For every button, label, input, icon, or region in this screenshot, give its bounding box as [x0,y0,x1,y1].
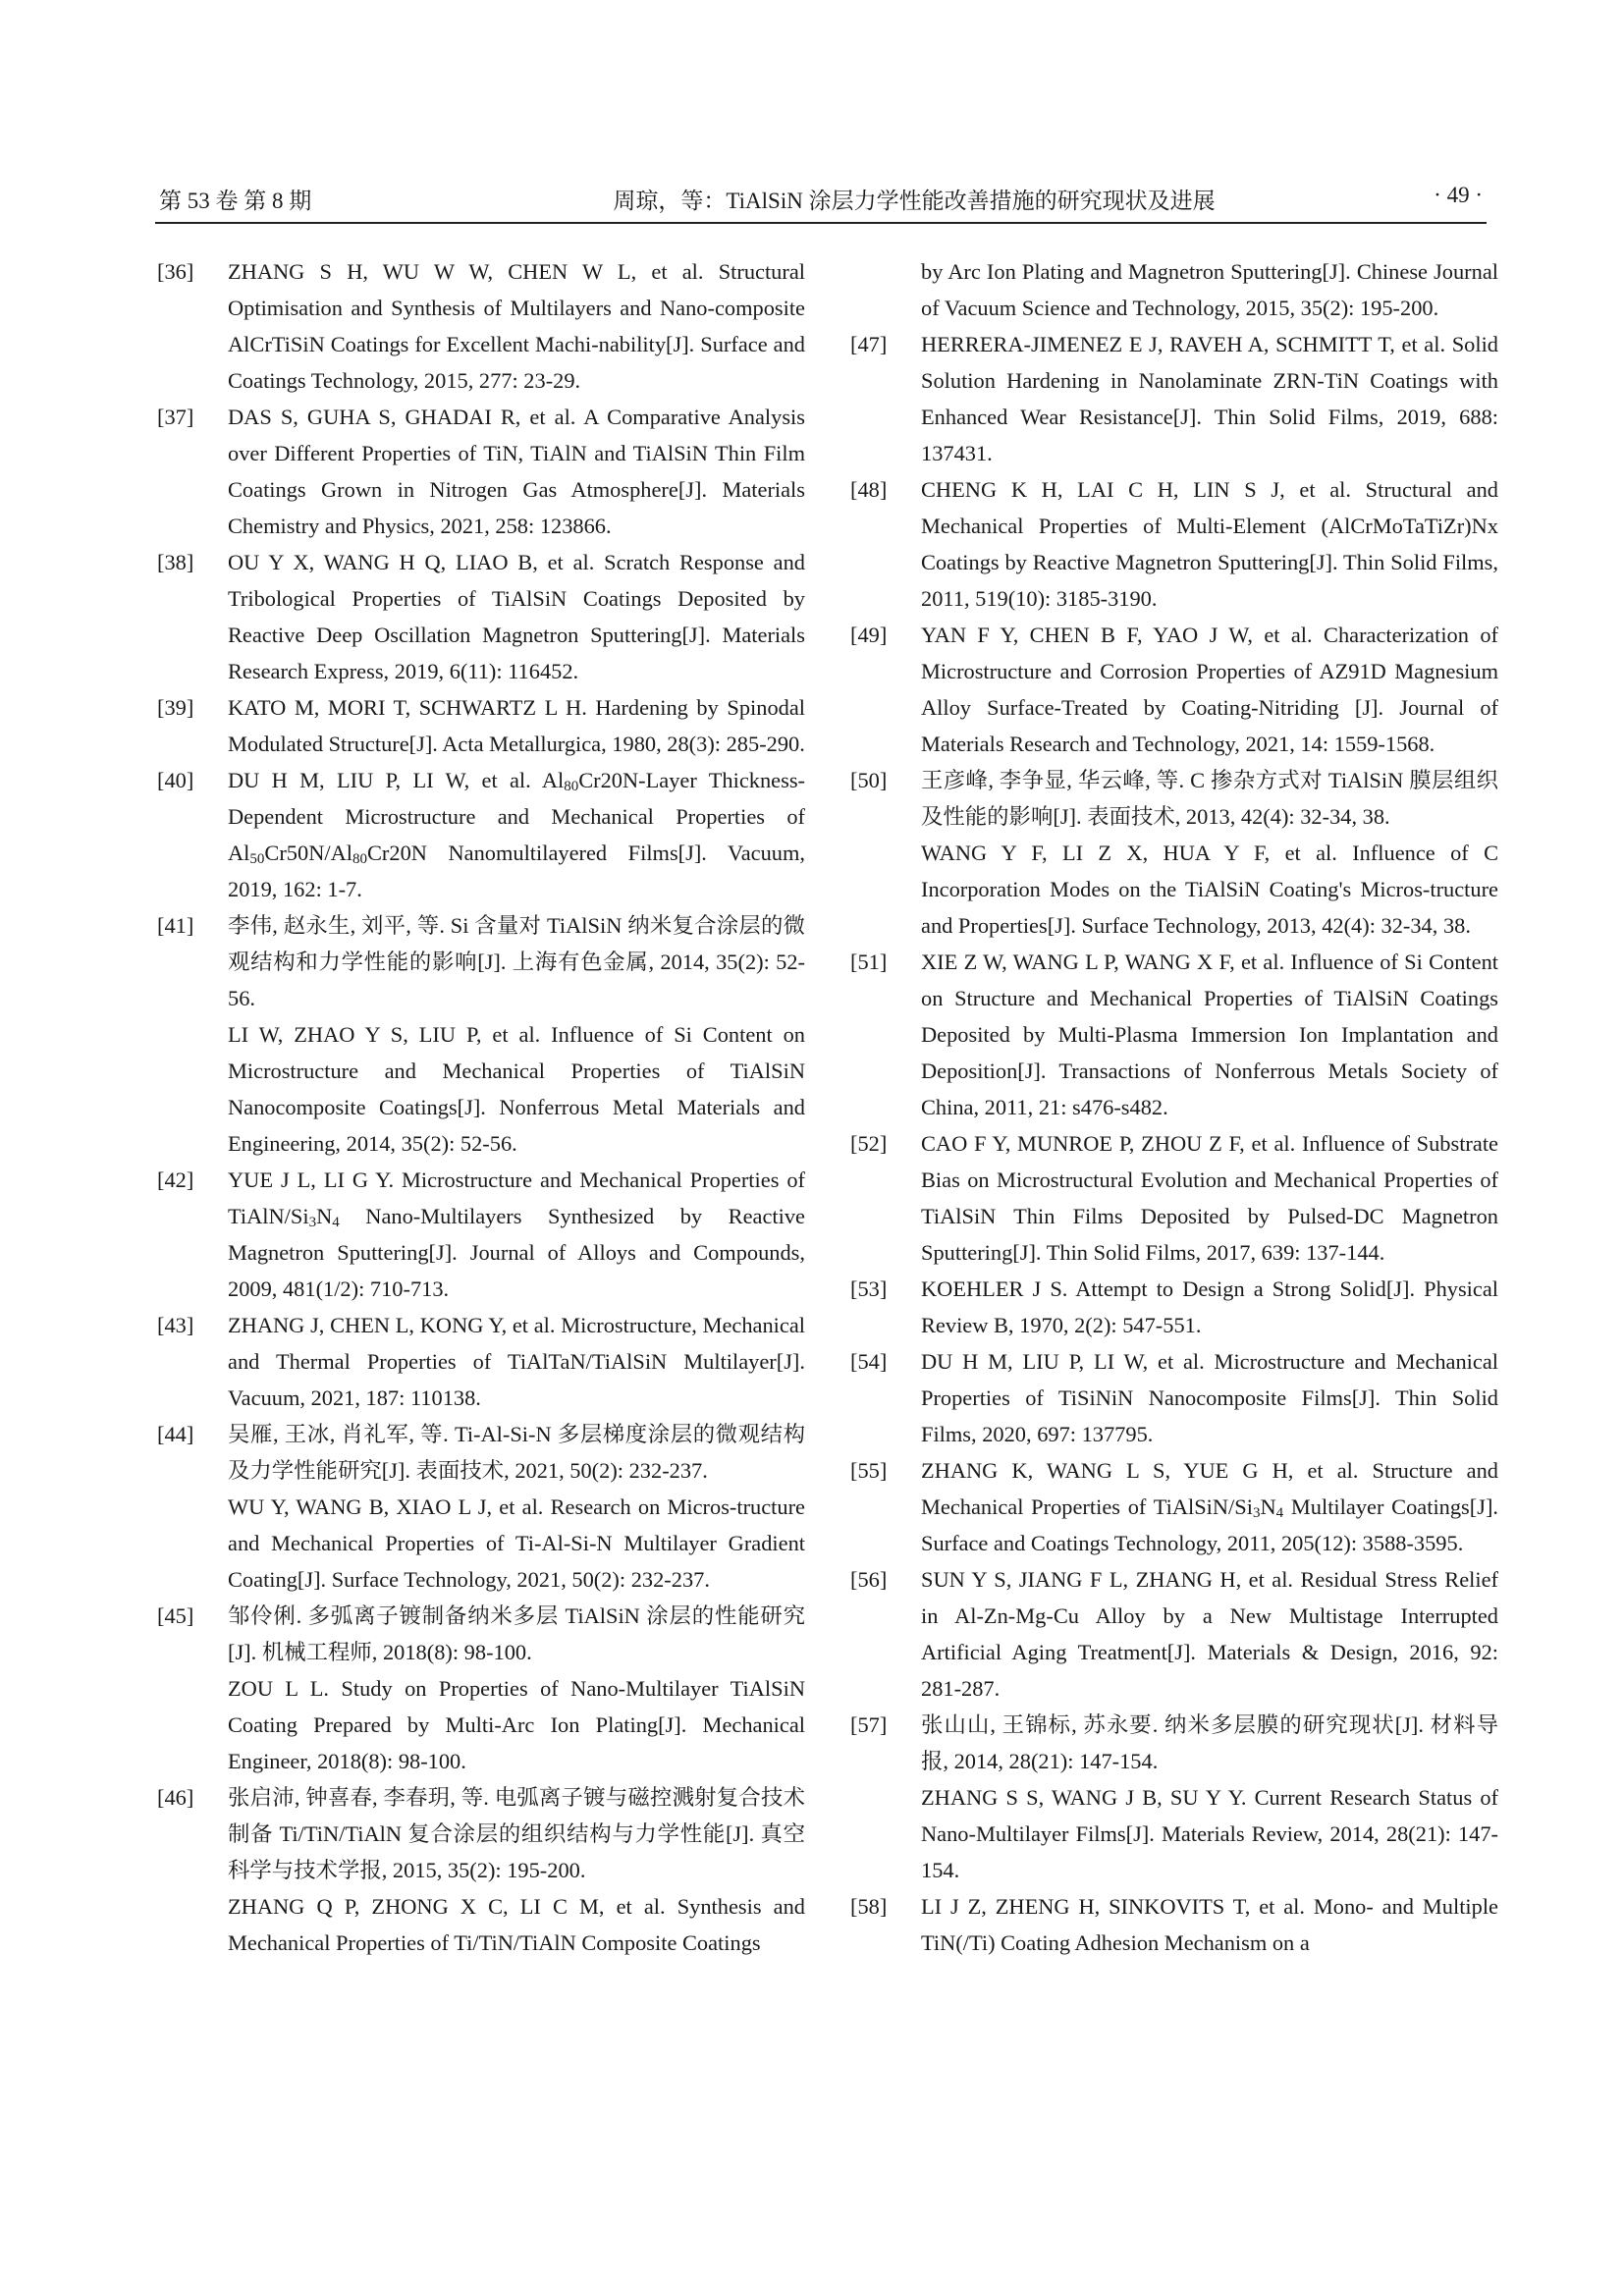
reference-number: [38] [157,550,194,574]
reference-entry [157,399,805,544]
reference-number: [50] [850,768,888,792]
reference-text [921,1125,1498,1271]
reference-text [921,326,1498,471]
reference-paragraph: CAO F Y, MUNROE P, ZHOU Z F, et al. Influence of Substrate Bias on Microstructural Evolution and Mechanical Properties of TiAlSiN Thin Films Deposited by Pulsed-DC Magnetron Sputtering[J]. Thin Solid Films, 2017, 639: 137-144. [921,1131,1498,1265]
reference-text [228,907,805,1162]
reference-text [921,1888,1498,1961]
reference-paragraph: DU H M, LIU P, LI W, et al. Microstructure and Mechanical Properties of TiSiNiN Nanocomposite Films[J]. Thin Solid Films, 2020, 697: 137795. [921,1349,1498,1446]
reference-number: [49] [850,623,888,647]
running-title: 周琼，等：TiAlSiN 涂层力学性能改善措施的研究现状及进展 [613,189,1216,213]
reference-entry [850,944,1498,1125]
running-header [155,177,1487,224]
reference-entry [157,1779,805,1961]
reference-entry [157,1416,805,1598]
reference-number: [46] [157,1785,194,1810]
reference-text [228,253,805,399]
reference-entry [157,1598,805,1779]
reference-entry [157,544,805,689]
reference-entry [850,762,1498,944]
reference-text [921,1561,1498,1707]
reference-text [228,762,805,907]
reference-paragraph: ZOU L L. Study on Properties of Nano-Multilayer TiAlSiN Coating Prepared by Multi-Arc Ion Plating[J]. Mechanical Engineer, 2018(8): 98-100. [228,1676,805,1773]
reference-entry [850,1452,1498,1561]
reference-text [921,1271,1498,1343]
reference-entry [157,907,805,1162]
reference-text [228,1162,805,1307]
reference-number: [54] [850,1349,888,1374]
reference-entry [157,762,805,907]
reference-paragraph: HERRERA-JIMENEZ E J, RAVEH A, SCHMITT T, et al. Solid Solution Hardening in Nanolaminate ZRN-TiN Coatings with Enhanced Wear Resistance[J]. Thin Solid Films, 2019, 688: 137431. [921,332,1498,465]
reference-paragraph: 李伟, 赵永生, 刘平, 等. Si 含量对 TiAlSiN 纳米复合涂层的微观结构和力学性能的影响[J]. 上海有色金属, 2014, 35(2): 52-56. [228,913,805,1010]
reference-paragraph: YAN F Y, CHEN B F, YAO J W, et al. Characterization of Microstructure and Corrosion Properties of AZ91D Magnesium Alloy Surface-Treated by Coating-Nitriding [J]. Journal of Materials Research and Technology, 2021, 14: 1559-1568. [921,623,1498,756]
reference-text [228,689,805,762]
reference-paragraph: 张山山, 王锦标, 苏永要. 纳米多层膜的研究现状[J]. 材料导报, 2014, 28(21): 147-154. [921,1712,1498,1773]
reference-number: [58] [850,1894,888,1919]
reference-text [228,1307,805,1416]
reference-text [921,944,1498,1125]
reference-entry [850,1271,1498,1343]
reference-number [850,253,921,326]
reference-text [228,1779,805,1961]
reference-paragraph: 邹伶俐. 多弧离子镀制备纳米多层 TiAlSiN 涂层的性能研究[J]. 机械工程师, 2018(8): 98-100. [228,1603,805,1664]
reference-text [921,762,1498,944]
reference-paragraph: OU Y X, WANG H Q, LIAO B, et al. Scratch Response and Tribological Properties of TiAlSiN Coatings Deposited by Reactive Deep Oscillation Magnetron Sputtering[J]. Materials Research Express, 2019, 6(11): 116452. [228,550,805,683]
reference-column-left [157,253,805,1961]
reference-text [921,1707,1498,1888]
reference-column-right [850,253,1498,1961]
reference-paragraph: ZHANG Q P, ZHONG X C, LI C M, et al. Synthesis and Mechanical Properties of Ti/TiN/TiAlN Composite Coatings [228,1894,805,1955]
reference-number: [57] [850,1712,888,1737]
reference-entry [850,1888,1498,1961]
reference-paragraph: KOEHLER J S. Attempt to Design a Strong Solid[J]. Physical Review B, 1970, 2(2): 547-551. [921,1276,1498,1337]
reference-paragraph: DU H M, LIU P, LI W, et al. $Al_{80}Cr20N$-Layer Thickness-Dependent Microstructure and Mechanical Properties of $Al_{50}Cr50N/Al_{80}Cr20N$ Nanomultilayered Films[J]. Vacuum, 2019, 162: 1-7. [228,768,805,901]
reference-paragraph: XIE Z W, WANG L P, WANG X F, et al. Influence of Si Content on Structure and Mechanical Properties of TiAlSiN Coatings Deposited by Multi-Plasma Immersion Ion Implantation and Deposition[J]. Transactions of Nonferrous Metals Society of China, 2011, 21: s476-s482. [921,950,1498,1119]
reference-text [921,253,1498,326]
reference-text [228,1416,805,1598]
reference-paragraph: ZHANG K, WANG L S, YUE G H, et al. Structure and Mechanical Properties of TiAlSiN/$Si_3N_4$ Multilayer Coatings[J]. Surface and Coatings Technology, 2011, 205(12): 3588-3595. [921,1458,1498,1555]
reference-entry [850,471,1498,617]
reference-entry [850,253,1498,326]
reference-paragraph: WU Y, WANG B, XIAO L J, et al. Research on Micros-tructure and Mechanical Properties of Ti-Al-Si-N Multilayer Gradient Coating[J]. Surface Technology, 2021, 50(2): 232-237. [228,1494,805,1592]
reference-paragraph: ZHANG S H, WU W W, CHEN W L, et al. Structural Optimisation and Synthesis of Multilayers and Nano-composite AlCrTiSiN Coatings for Excellent Machi-nability[J]. Surface and Coatings Technology, 2015, 277: 23-29. [228,259,805,393]
reference-entry [157,1162,805,1307]
reference-number: [56] [850,1567,888,1592]
reference-number: [48] [850,477,888,502]
reference-paragraph: 吴雁, 王冰, 肖礼军, 等. Ti-Al-Si-N 多层梯度涂层的微观结构及力学性能研究[J]. 表面技术, 2021, 50(2): 232-237. [228,1422,805,1483]
reference-paragraph: 张启沛, 钟喜春, 李春玥, 等. 电弧离子镀与磁控溅射复合技术制备 Ti/TiN/TiAlN 复合涂层的组织结构与力学性能[J]. 真空科学与技术学报, 2015, 35(2): 195-200. [228,1785,805,1882]
reference-paragraph: 王彦峰, 李争显, 华云峰, 等. C 掺杂方式对 TiAlSiN 膜层组织及性能的影响[J]. 表面技术, 2013, 42(4): 32-34, 38. [921,768,1498,829]
reference-paragraph: KATO M, MORI T, SCHWARTZ L H. Hardening by Spinodal Modulated Structure[J]. Acta Metallurgica, 1980, 28(3): 285-290. [228,695,805,756]
reference-text [921,471,1498,617]
volume-issue: 第 53 卷 第 8 期 [159,189,312,213]
reference-number: [42] [157,1167,194,1192]
reference-entry [157,689,805,762]
reference-paragraph: LI W, ZHAO Y S, LIU P, et al. Influence of Si Content on Microstructure and Mechanical Properties of TiAlSiN Nanocomposite Coatings[J]. Nonferrous Metal Materials and Engineering, 2014, 35(2): 52-56. [228,1022,805,1156]
reference-entry [850,1125,1498,1271]
reference-text [228,544,805,689]
reference-text [228,399,805,544]
reference-number: [52] [850,1131,888,1156]
reference-number: [55] [850,1458,888,1483]
reference-paragraph: YUE J L, LI G Y. Microstructure and Mechanical Properties of TiAlN/$Si_3N_4$ Nano-Multilayers Synthesized by Reactive Magnetron Sputtering[J]. Journal of Alloys and Compounds, 2009, 481(1/2): 710-713. [228,1167,805,1301]
reference-entry [850,1343,1498,1452]
reference-paragraph: by Arc Ion Plating and Magnetron Sputtering[J]. Chinese Journal of Vacuum Science and Technology, 2015, 35(2): 195-200. [921,259,1498,320]
reference-entry [157,1307,805,1416]
reference-text [921,1343,1498,1452]
reference-number: [39] [157,695,194,720]
reference-number: [53] [850,1276,888,1301]
reference-number: [51] [850,950,888,974]
reference-entry [850,1707,1498,1888]
reference-number: [43] [157,1313,194,1337]
reference-text [921,617,1498,762]
reference-paragraph: LI J Z, ZHENG H, SINKOVITS T, et al. Mono- and Multiple TiN(/Ti) Coating Adhesion Mechanism on a [921,1894,1498,1955]
page-number: · 49 · [1434,183,1483,207]
reference-entry [157,253,805,399]
reference-number: [47] [850,332,888,356]
reference-text [921,1452,1498,1561]
reference-text [228,1598,805,1779]
reference-paragraph: CHENG K H, LAI C H, LIN S J, et al. Structural and Mechanical Properties of Multi-Element (AlCrMoTaTiZr)Nx Coatings by Reactive Magnetron Sputtering[J]. Thin Solid Films, 2011, 519(10): 3185-3190. [921,477,1498,611]
reference-paragraph: ZHANG J, CHEN L, KONG Y, et al. Microstructure, Mechanical and Thermal Properties of TiAlTaN/TiAlSiN Multilayer[J]. Vacuum, 2021, 187: 110138. [228,1313,805,1410]
reference-paragraph: DAS S, GUHA S, GHADAI R, et al. A Comparative Analysis over Different Properties of TiN, TiAlN and TiAlSiN Thin Film Coatings Grown in Nitrogen Gas Atmosphere[J]. Materials Chemistry and Physics, 2021, 258: 123866. [228,405,805,538]
reference-number: [37] [157,405,194,429]
reference-paragraph: SUN Y S, JIANG F L, ZHANG H, et al. Residual Stress Relief in Al-Zn-Mg-Cu Alloy by a New Multistage Interrupted Artificial Aging Treatment[J]. Materials & Design, 2016, 92: 281-287. [921,1567,1498,1701]
reference-number: [40] [157,768,194,792]
reference-paragraph: WANG Y F, LI Z X, HUA Y F, et al. Influence of C Incorporation Modes on the TiAlSiN Coating's Micros-tructure and Properties[J]. Surface Technology, 2013, 42(4): 32-34, 38. [921,841,1498,938]
reference-entry [850,326,1498,471]
reference-number: [41] [157,913,194,938]
reference-number: [44] [157,1422,194,1446]
reference-entry [850,1561,1498,1707]
reference-number: [36] [157,259,194,284]
reference-entry [850,617,1498,762]
reference-number: [45] [157,1603,194,1628]
reference-paragraph: ZHANG S S, WANG J B, SU Y Y. Current Research Status of Nano-Multilayer Films[J]. Materials Review, 2014, 28(21): 147-154. [921,1785,1498,1882]
